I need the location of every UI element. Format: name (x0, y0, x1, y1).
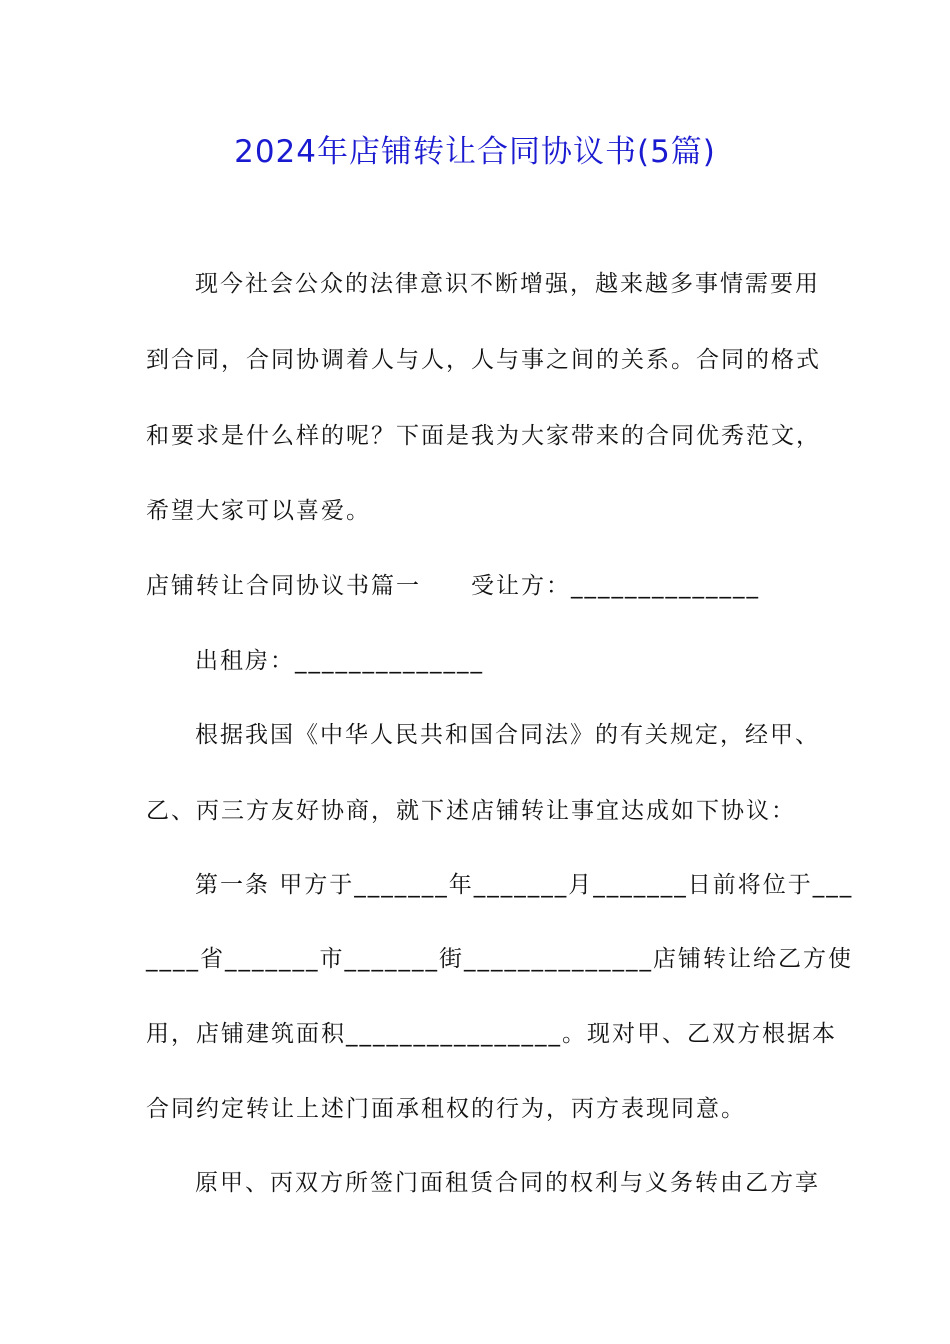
paragraph-line: 到合同，合同协调着人与人，人与事之间的关系。合同的格式 (146, 347, 821, 373)
section-heading-line: 店铺转让合同协议书篇一 受让方：______________ (146, 573, 760, 599)
paragraph-line: 现今社会公众的法律意识不断增强，越来越多事情需要用 (195, 271, 820, 297)
paragraph-line: 希望大家可以喜爱。 (146, 498, 371, 524)
paragraph-line: 用，店铺建筑面积________________。现对甲、乙双方根据本 (146, 1021, 837, 1047)
paragraph-line: 乙、丙三方友好协商，就下述店铺转让事宜达成如下协议： (146, 798, 796, 824)
paragraph-line: 原甲、丙双方所签门面租赁合同的权利与义务转由乙方享 (195, 1170, 820, 1196)
paragraph-line: ____省_______市_______街______________店铺转让给乙方使 (146, 946, 853, 972)
paragraph-line: 第一条 甲方于_______年_______月_______日前将位于___ (195, 872, 854, 898)
document-title: 2024年店铺转让合同协议书(5篇) (234, 134, 716, 170)
paragraph-line: 和要求是什么样的呢？下面是我为大家带来的合同优秀范文， (146, 423, 821, 449)
paragraph-line: 合同约定转让上述门面承租权的行为，丙方表现同意。 (146, 1096, 746, 1122)
paragraph-line: 出租房：______________ (195, 648, 484, 674)
paragraph-line: 根据我国《中华人民共和国合同法》的有关规定，经甲、 (195, 722, 820, 748)
